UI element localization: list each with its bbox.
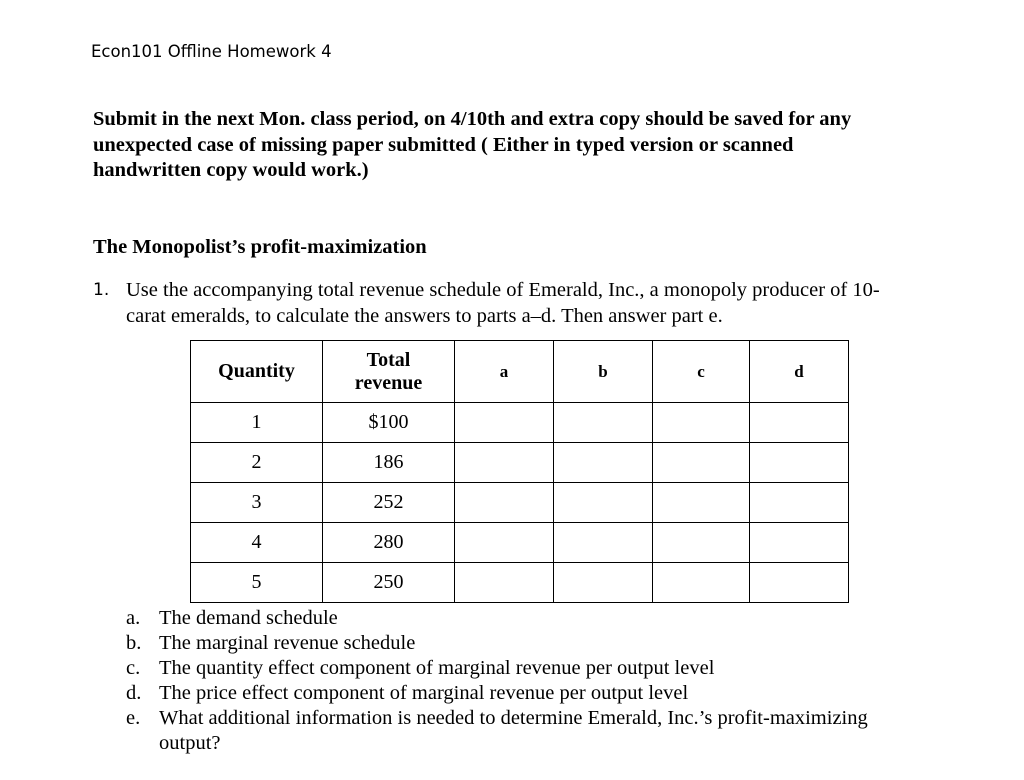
cell-d-blank — [750, 443, 849, 483]
part-c — [126, 656, 868, 681]
header-total-line1: Total — [366, 348, 411, 371]
question-1 — [93, 277, 973, 329]
part-e — [126, 706, 868, 731]
section-title: The Monopolist’s profit-maximization — [93, 236, 427, 258]
header-quantity: Quantity — [191, 341, 323, 403]
table-row — [191, 523, 849, 563]
cell-c-blank — [653, 563, 750, 603]
cell-c-blank — [653, 523, 750, 563]
part-text: What additional information is needed to determine Emerald, Inc.’s profit-maximizing — [159, 707, 868, 729]
cell-b-blank — [554, 483, 653, 523]
cell-a-blank — [455, 523, 554, 563]
cell-d-blank — [750, 523, 849, 563]
instructions-line: unexpected case of missing paper submitted ( Either in typed version or scanned — [93, 133, 794, 156]
cell-total-revenue: 186 — [323, 443, 455, 483]
header-b: b — [554, 341, 653, 403]
header-total-revenue — [323, 341, 455, 403]
total-revenue-table — [190, 340, 849, 603]
cell-total-revenue: 250 — [323, 563, 455, 603]
part-text: The quantity effect component of marginal revenue per output level — [159, 657, 715, 679]
table-row — [191, 563, 849, 603]
question-line: carat emeralds, to calculate the answers to parts a–d. Then answer part e. — [126, 305, 723, 327]
cell-b-blank — [554, 443, 653, 483]
cell-b-blank — [554, 563, 653, 603]
cell-c-blank — [653, 403, 750, 443]
table-row — [191, 403, 849, 443]
cell-total-revenue: 252 — [323, 483, 455, 523]
part-text: The demand schedule — [159, 607, 338, 629]
cell-a-blank — [455, 563, 554, 603]
header-total-line2: revenue — [354, 371, 423, 394]
cell-quantity: 1 — [191, 403, 323, 443]
part-text: The price effect component of marginal revenue per output level — [159, 682, 689, 704]
header-d: d — [750, 341, 849, 403]
cell-a-blank — [455, 443, 554, 483]
header-c: c — [653, 341, 750, 403]
part-label: a. — [126, 607, 141, 629]
cell-quantity: 4 — [191, 523, 323, 563]
part-e-continuation — [126, 731, 868, 756]
table-row — [191, 443, 849, 483]
cell-d-blank — [750, 483, 849, 523]
part-text: The marginal revenue schedule — [159, 632, 416, 654]
cell-d-blank — [750, 563, 849, 603]
cell-c-blank — [653, 443, 750, 483]
part-d — [126, 681, 868, 706]
question-parts-list — [126, 606, 868, 756]
part-label: b. — [126, 632, 142, 654]
table-row — [191, 483, 849, 523]
part-text-continuation: output? — [159, 732, 221, 754]
cell-b-blank — [554, 523, 653, 563]
cell-total-revenue: 280 — [323, 523, 455, 563]
cell-b-blank — [554, 403, 653, 443]
part-label: e. — [126, 707, 141, 729]
cell-d-blank — [750, 403, 849, 443]
cell-quantity: 2 — [191, 443, 323, 483]
header-a: a — [455, 341, 554, 403]
submission-instructions — [93, 107, 933, 184]
part-label: d. — [126, 682, 142, 704]
cell-quantity: 5 — [191, 563, 323, 603]
cell-a-blank — [455, 403, 554, 443]
part-a — [126, 606, 868, 631]
cell-quantity: 3 — [191, 483, 323, 523]
document-header: Econ101 Offline Homework 4 — [91, 42, 332, 61]
cell-c-blank — [653, 483, 750, 523]
instructions-line: Submit in the next Mon. class period, on 4/10th and extra copy should be saved for any — [93, 108, 852, 130]
question-line: Use the accompanying total revenue schedule of Emerald, Inc., a monopoly producer of 10- — [126, 279, 880, 301]
cell-a-blank — [455, 483, 554, 523]
part-label: c. — [126, 657, 141, 679]
cell-total-revenue: $100 — [323, 403, 455, 443]
table-header-row — [191, 341, 849, 403]
instructions-line: handwritten copy would work.) — [93, 159, 369, 181]
question-number: 1. — [93, 280, 110, 300]
part-b — [126, 631, 868, 656]
